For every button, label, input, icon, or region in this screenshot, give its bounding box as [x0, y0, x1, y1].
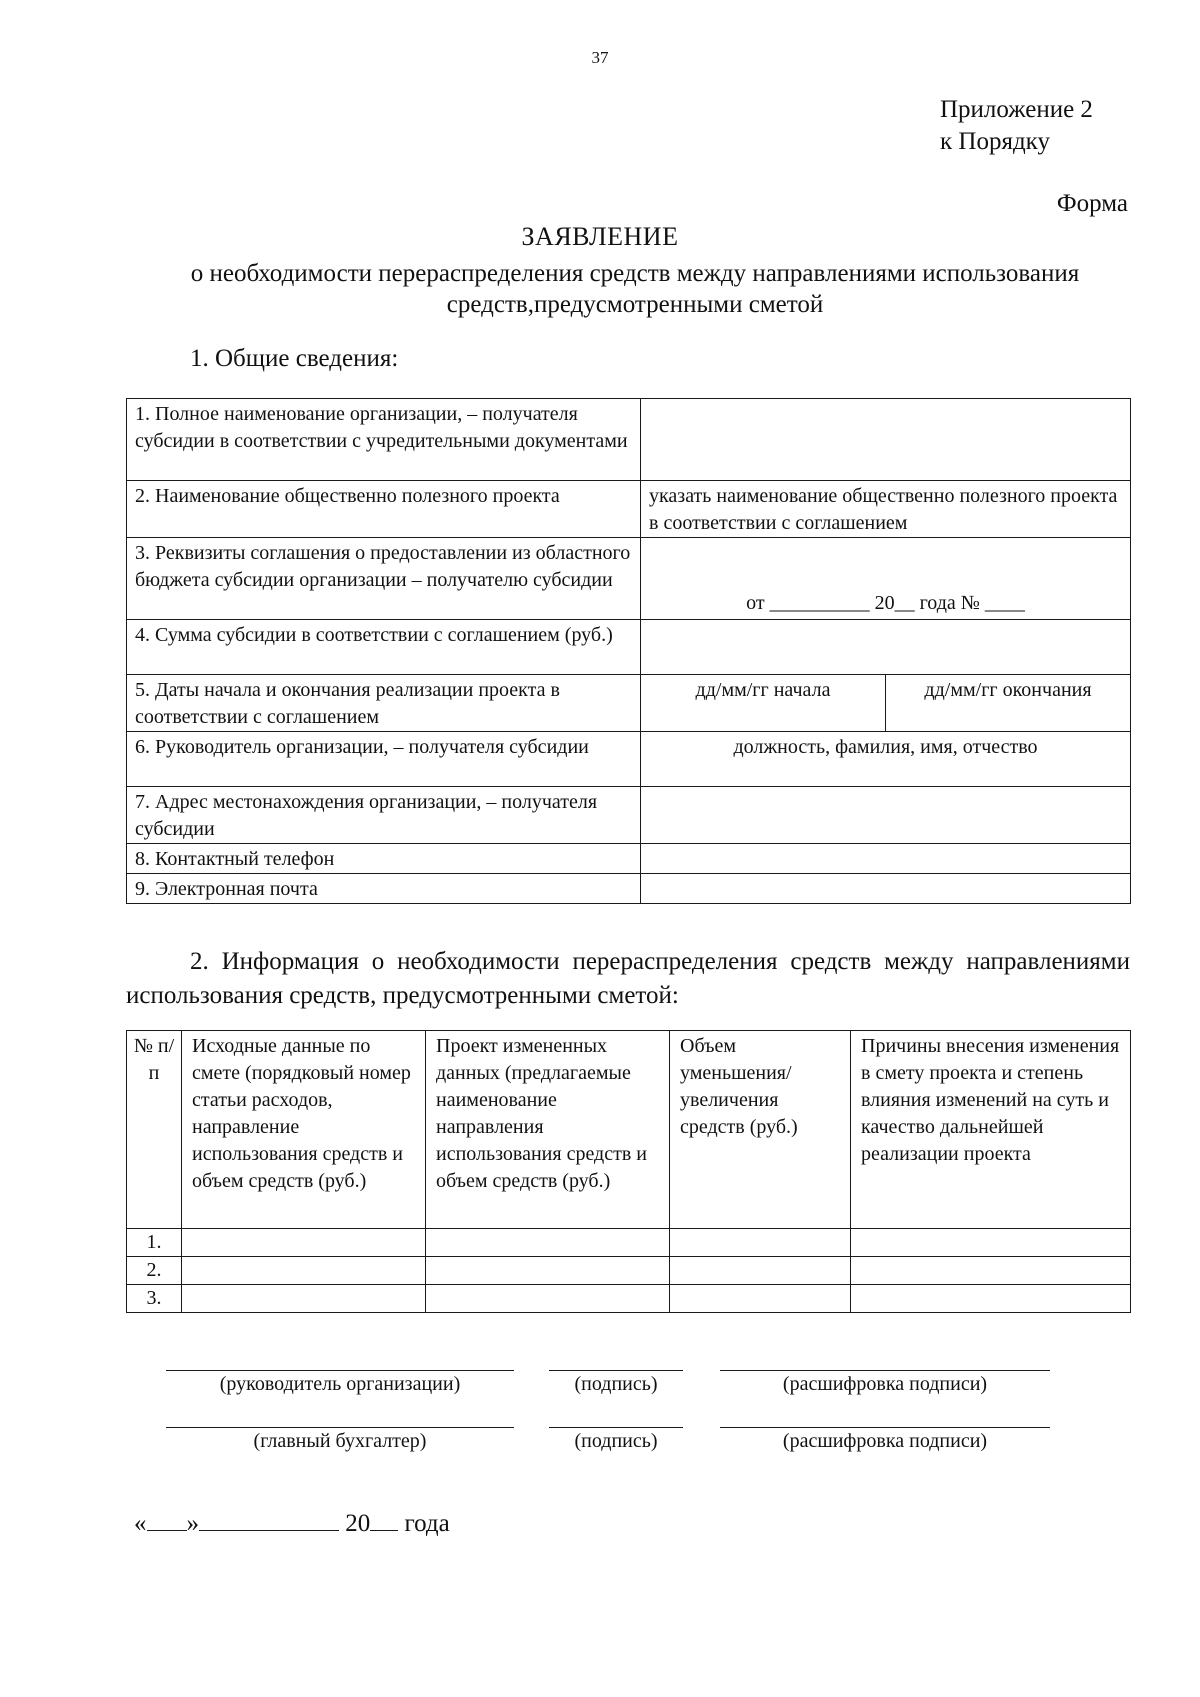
table-row	[127, 1229, 1131, 1257]
row-label: 2. Наименование общественно полезного проекта	[127, 481, 641, 538]
open-quote: «	[134, 1510, 147, 1537]
table-cell[interactable]	[426, 1229, 670, 1257]
table-cell[interactable]	[182, 1257, 426, 1285]
head-signature-decode-line[interactable]	[720, 1370, 1050, 1371]
accountant-sign-label: (подпись)	[574, 1430, 658, 1452]
form-label: Форма	[1056, 190, 1128, 217]
annex-line-2: к Порядку	[940, 128, 1050, 155]
day-field[interactable]	[147, 1508, 187, 1531]
head-sign-label: (подпись)	[574, 1373, 658, 1395]
column-header-volume: Объем уменьшения/ увеличения средств (руб.)	[670, 1031, 851, 1229]
column-header-reasons: Причины внесения изменения в смету проекта и степень влияния изменений на суть и качество дальнейшей реализации проекта	[851, 1031, 1131, 1229]
table-cell[interactable]	[426, 1285, 670, 1313]
accountant-decode-label: (расшифровка подписи)	[782, 1430, 988, 1452]
head-signature-line[interactable]	[549, 1370, 683, 1371]
row-label: 5. Даты начала и окончания реализации проекта в соответствии с соглашением	[127, 675, 641, 732]
accountant-signature-line[interactable]	[549, 1427, 683, 1428]
row-label: 8. Контактный телефон	[127, 844, 641, 874]
column-header-original: Исходные данные по смете (порядковый номер статьи расходов, направление использования средств и объем средств (руб.)	[182, 1031, 426, 1229]
row-label: 6. Руководитель организации, – получателя субсидии	[127, 732, 641, 787]
accountant-signature-role-line[interactable]	[166, 1427, 514, 1428]
row-value-field[interactable]	[641, 874, 1131, 904]
general-info-table	[126, 398, 1131, 904]
table-cell[interactable]	[670, 1285, 851, 1313]
table-row	[127, 1285, 1131, 1313]
table-cell[interactable]	[182, 1285, 426, 1313]
document-subtitle: о необходимости перераспределения средств между направлениями использования средств,предусмотренными сметой	[190, 260, 1080, 318]
accountant-signature-decode-line[interactable]	[720, 1427, 1050, 1428]
section-1-heading: 1. Общие сведения:	[190, 345, 399, 372]
row-value-field[interactable]	[641, 620, 1131, 675]
page-number: 37	[591, 48, 609, 67]
table-row	[127, 675, 1131, 732]
head-decode-label: (расшифровка подписи)	[782, 1373, 988, 1395]
head-name-field[interactable]: должность, фамилия, имя, отчество	[641, 732, 1131, 787]
row-number: 1.	[127, 1229, 182, 1257]
row-value-field[interactable]	[641, 844, 1131, 874]
table-row	[127, 1257, 1131, 1285]
table-row	[127, 844, 1131, 874]
table-row	[127, 787, 1131, 844]
redistribution-table	[126, 1030, 1131, 1313]
table-cell[interactable]	[670, 1229, 851, 1257]
row-value-field[interactable]	[641, 399, 1131, 481]
table-cell[interactable]	[851, 1229, 1131, 1257]
header-row	[127, 1031, 1131, 1229]
year-prefix: 20	[345, 1510, 371, 1537]
month-field[interactable]	[199, 1508, 339, 1531]
table-cell[interactable]	[426, 1257, 670, 1285]
table-row	[127, 399, 1131, 481]
document-title: ЗАЯВЛЕНИЕ	[521, 222, 679, 251]
head-signature-role-line[interactable]	[166, 1370, 514, 1371]
row-number: 3.	[127, 1285, 182, 1313]
annex-line-1: Приложение 2	[940, 96, 1093, 123]
table-cell[interactable]	[851, 1285, 1131, 1313]
start-date-field[interactable]: дд/мм/гг начала	[641, 675, 886, 732]
column-header-number: № п/п	[127, 1031, 182, 1229]
row-label: 7. Адрес местонахождения организации, – получателя субсидии	[127, 787, 641, 844]
table-row	[127, 732, 1131, 787]
section-2-heading: 2. Информация о необходимости перераспределения средств между направлениями использования средств, предусмотренными сметой:	[126, 948, 1130, 1009]
table-row	[127, 538, 1131, 620]
row-value-field[interactable]: указать наименование общественно полезного проекта в соответствии с соглашением	[641, 481, 1131, 538]
table-cell[interactable]	[182, 1229, 426, 1257]
row-value-field[interactable]	[641, 787, 1131, 844]
table-cell[interactable]	[851, 1257, 1131, 1285]
row-label: 9. Электронная почта	[127, 874, 641, 904]
row-label: 4. Сумма субсидии в соответствии с соглашением (руб.)	[127, 620, 641, 675]
row-number: 2.	[127, 1257, 182, 1285]
table-row	[127, 874, 1131, 904]
head-role-label: (руководитель организации)	[219, 1373, 461, 1395]
row-label: 1. Полное наименование организации, – получателя субсидии в соответствии с учредительными документами	[127, 399, 641, 481]
agreement-details-field[interactable]: от __________ 20__ года № ____	[641, 538, 1131, 620]
table-row	[127, 620, 1131, 675]
year-suffix: года	[404, 1510, 450, 1537]
year-field[interactable]	[370, 1508, 398, 1531]
column-header-project: Проект измененных данных (предлагаемые наименование направления использования средств и объем средств (руб.)	[426, 1031, 670, 1229]
date-line	[134, 1508, 450, 1538]
accountant-role-label: (главный бухгалтер)	[253, 1430, 427, 1452]
annex-reference	[940, 94, 1093, 158]
close-quote: »	[186, 1510, 199, 1537]
end-date-field[interactable]: дд/мм/гг окончания	[886, 675, 1131, 732]
table-row	[127, 481, 1131, 538]
table-cell[interactable]	[670, 1257, 851, 1285]
row-label: 3. Реквизиты соглашения о предоставлении из областного бюджета субсидии организации – получателю субсидии	[127, 538, 641, 620]
